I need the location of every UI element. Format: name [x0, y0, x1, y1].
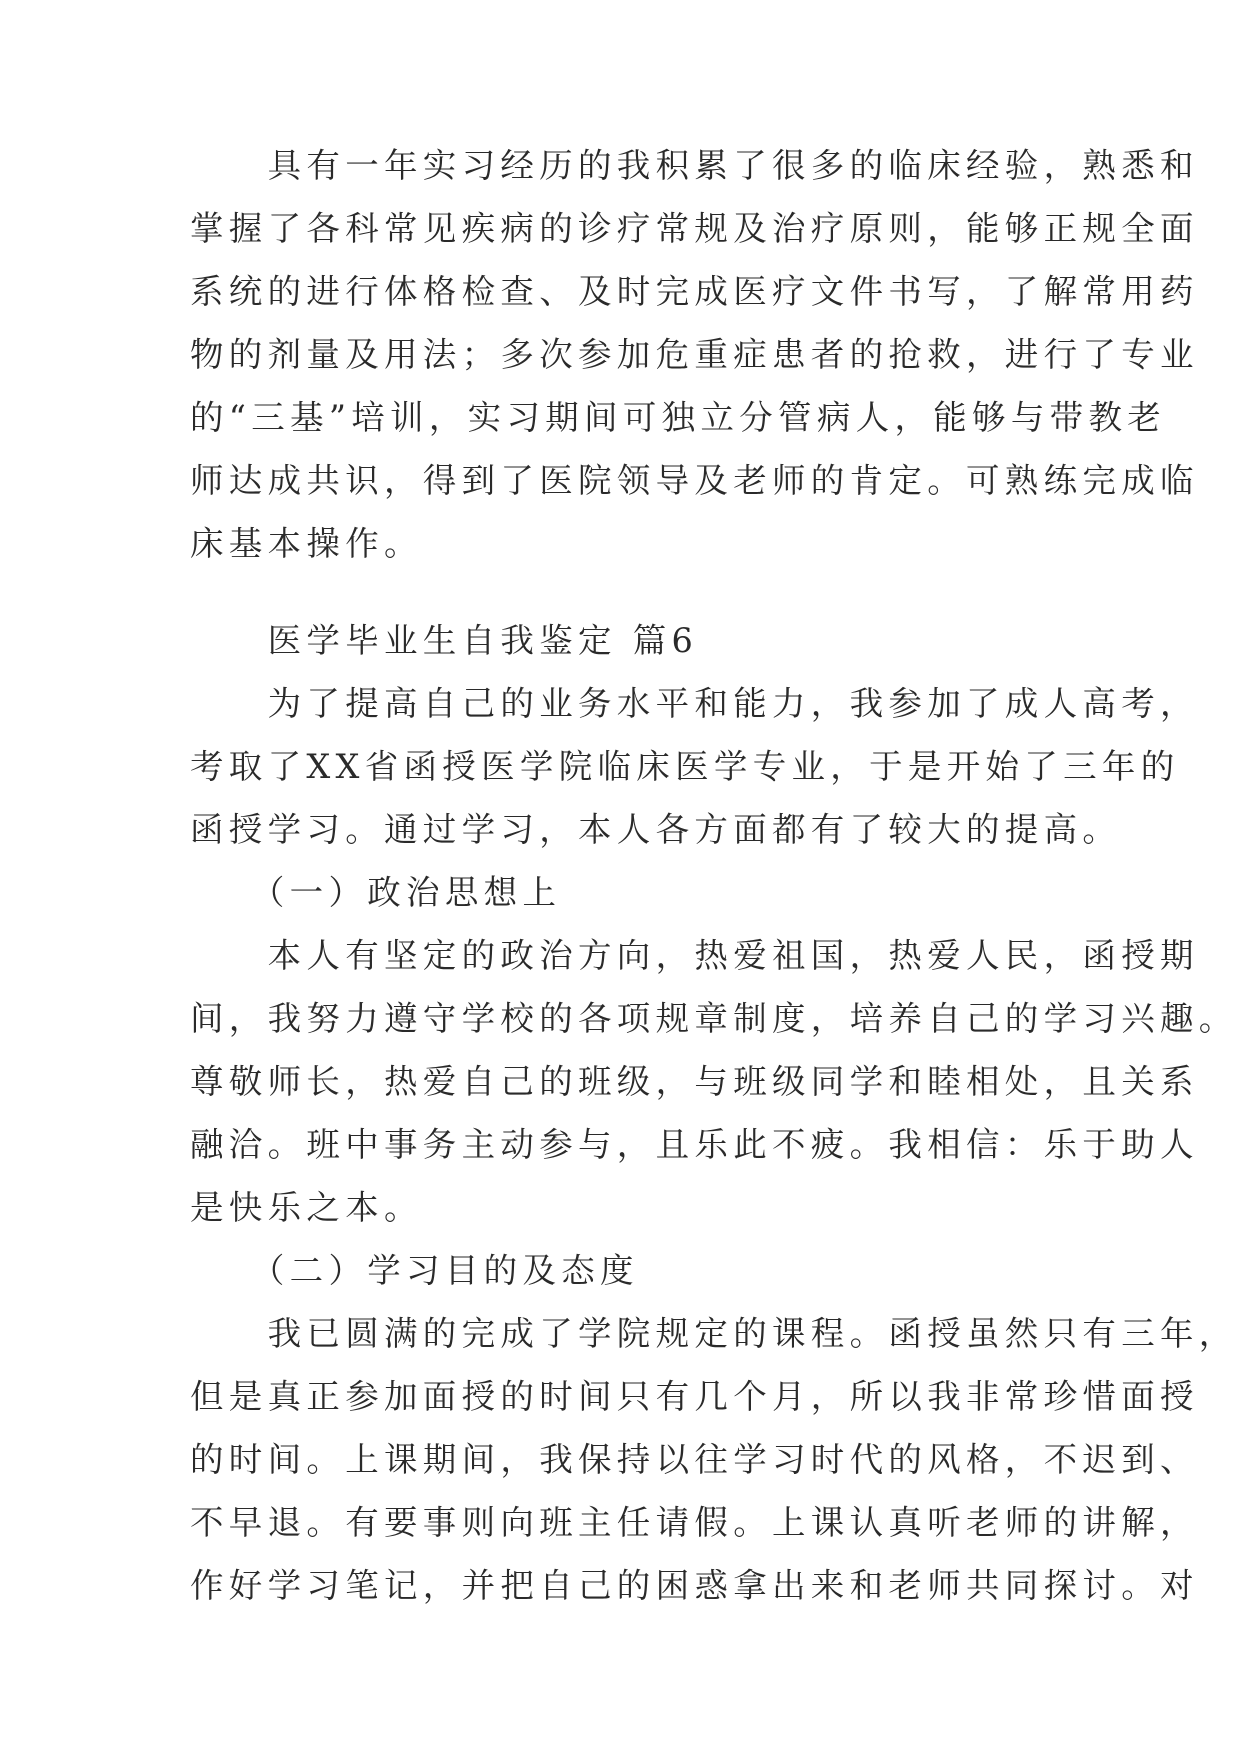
paragraph-line: 是快乐之本。 [190, 1188, 423, 1227]
paragraph-line: 师达成共识，得到了医院领导及老师的肯定。可熟练完成临 [190, 461, 1199, 500]
subsection-heading: （一）政治思想上 [190, 873, 562, 912]
paragraph-line: 我已圆满的完成了学院规定的课程。函授虽然只有三年， [190, 1314, 1238, 1353]
subsection-heading: （二）学习目的及态度 [190, 1251, 639, 1290]
paragraph-line: 本人有坚定的政治方向，热爱祖国，热爱人民，函授期 [190, 936, 1199, 975]
paragraph-line: 的“三基”培训，实习期间可独立分管病人，能够与带教老 [190, 398, 1167, 437]
paragraph-line: 不早退。有要事则向班主任请假。上课认真听老师的讲解， [190, 1503, 1199, 1542]
paragraph-line: 但是真正参加面授的时间只有几个月，所以我非常珍惜面授 [190, 1377, 1199, 1416]
paragraph-line: 掌握了各科常见疾病的诊疗常规及治疗原则，能够正规全面 [190, 209, 1199, 248]
paragraph-line: 函授学习。通过学习，本人各方面都有了较大的提高。 [190, 810, 1122, 849]
paragraph-line: 物的剂量及用法；多次参加危重症患者的抢救，进行了专业 [190, 335, 1199, 374]
paragraph-line: 的时间。上课期间，我保持以往学习时代的风格，不迟到、 [190, 1440, 1199, 1479]
paragraph-line: 具有一年实习经历的我积累了很多的临床经验，熟悉和 [190, 146, 1199, 185]
paragraph-line: 床基本操作。 [190, 524, 423, 563]
paragraph-line: 考取了XX省函授医学院临床医学专业，于是开始了三年的 [190, 747, 1180, 786]
paragraph-line: 尊敬师长，热爱自己的班级，与班级同学和睦相处，且关系 [190, 1062, 1199, 1101]
paragraph-line: 作好学习笔记，并把自己的困惑拿出来和老师共同探讨。对 [190, 1566, 1199, 1605]
section-heading: 医学毕业生自我鉴定 篇6 [190, 621, 699, 660]
paragraph-line: 融洽。班中事务主动参与，且乐此不疲。我相信：乐于助人 [190, 1125, 1199, 1164]
paragraph-line: 为了提高自己的业务水平和能力，我参加了成人高考， [190, 684, 1199, 723]
paragraph-line: 系统的进行体格检查、及时完成医疗文件书写，了解常用药 [190, 272, 1199, 311]
paragraph-line: 间，我努力遵守学校的各项规章制度，培养自己的学习兴趣。 [190, 999, 1238, 1038]
